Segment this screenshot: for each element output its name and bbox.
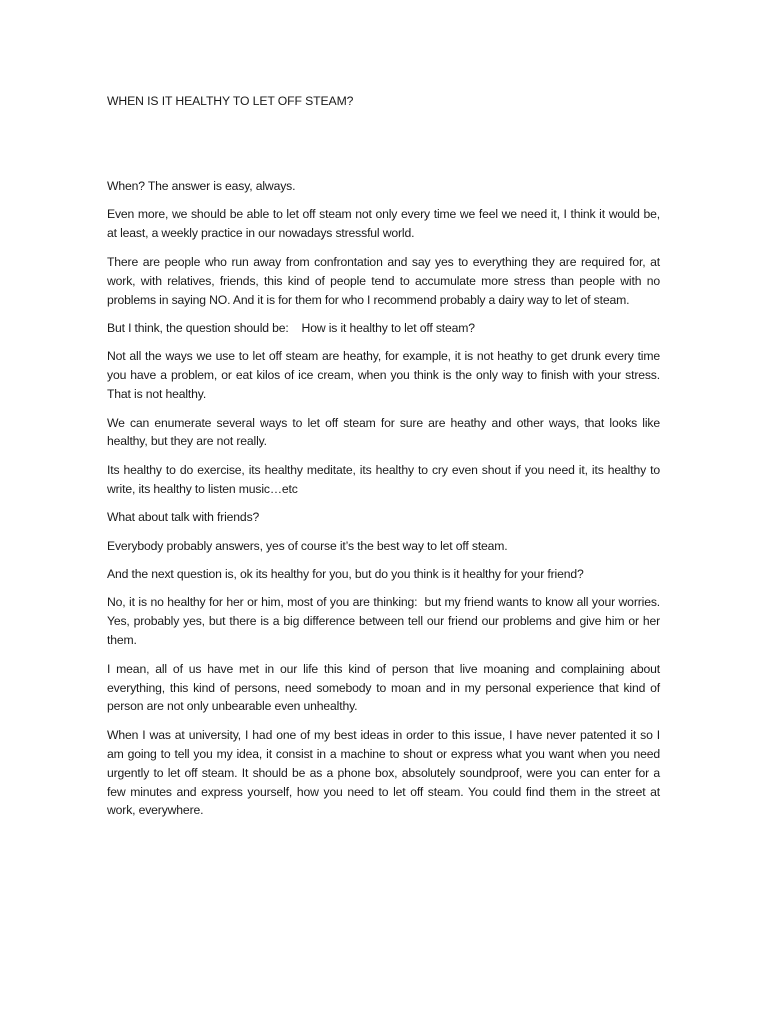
paragraph: Not all the ways we use to let off steam are heathy, for example, it is not heathy to get drunk every time you have a problem, or eat kilos of ice cream, when you think is the only way to finish with your stress. That is not healthy. — [107, 349, 664, 402]
paragraph: We can enumerate several ways to let off steam for sure are heathy and other ways, that looks like healthy, but they are not really. — [107, 415, 664, 449]
document-title: WHEN IS IT HEALTHY TO LET OFF STEAM? — [107, 94, 354, 108]
paragraph: And the next question is, ok its healthy for you, but do you think is it healthy for your friend? — [107, 567, 584, 581]
paragraph: No, it is no healthy for her or him, most of you are thinking: but my friend wants to know all your worries. Yes, probably yes, but there is a big difference between tell our friend our problems and give him or her them. — [107, 595, 664, 648]
paragraph: I mean, all of us have met in our life this kind of person that live moaning and complaining about everything, this kind of persons, need somebody to moan and in my personal experience that kind of person are not only unbearable even unhealthy. — [107, 661, 664, 714]
paragraph: Everybody probably answers, yes of course it’s the best way to let off steam. — [107, 538, 508, 553]
paragraph: There are people who run away from confrontation and say yes to everything they are required for, at work, with relatives, friends, this kind of people tend to accumulate more stress than people with no problems in saying NO. And it is for them for who I recommend probably a dairy way to let of steam. — [107, 254, 664, 307]
paragraph: Its healthy to do exercise, its healthy meditate, its healthy to cry even shout if you need it, its healthy to write, its healthy to listen music…etc — [107, 462, 664, 496]
paragraph: When I was at university, I had one of my best ideas in order to this issue, I have never patented it so I am going to tell you my idea, it consist in a machine to shout or express what you want when you need urgently to let off steam. It should be as a phone box, absolutely soundproof, were you can enter for a few minutes and express yourself, how you need to let off steam. You could find them in the street at work, everywhere. — [107, 727, 664, 818]
paragraph: What about talk with friends? — [107, 510, 260, 525]
paragraph: When? The answer is easy, always. — [107, 179, 296, 193]
paragraph: Even more, we should be able to let off steam not only every time we feel we need it, I think it would be, at least, a weekly practice in our nowadays stressful world. — [107, 207, 664, 241]
paragraph: But I think, the question should be: How is it healthy to let off steam? — [107, 320, 475, 335]
document-body — [107, 177, 664, 830]
